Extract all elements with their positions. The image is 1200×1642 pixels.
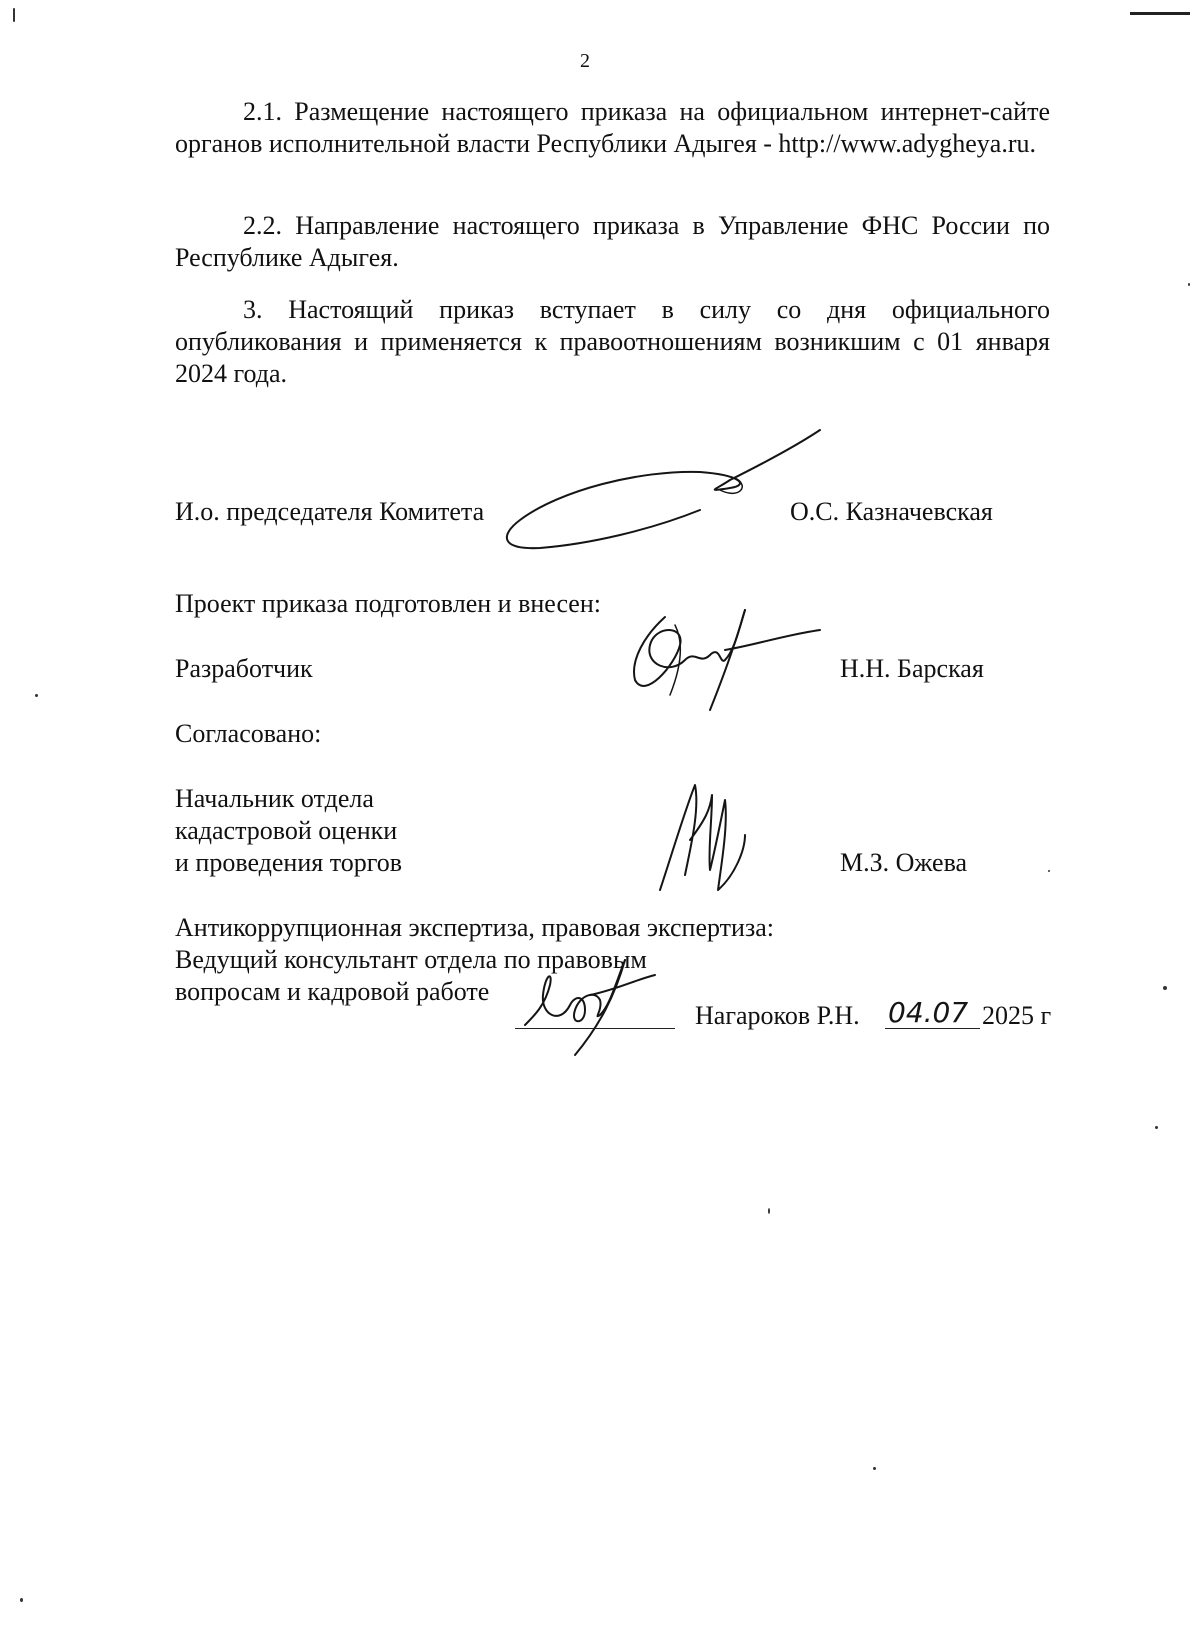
date-underline [885, 1028, 980, 1029]
agreed-heading: Согласовано: [175, 719, 322, 748]
head-position-line-2: кадастровой оценки [175, 816, 398, 845]
scan-edge-mark [1130, 12, 1190, 15]
expertise-heading: Антикоррупционная экспертиза, правовая экспертиза: [175, 913, 774, 942]
consultant-position-line-1: Ведущий консультант отдела по правовым [175, 945, 647, 974]
chair-signature [500, 430, 860, 570]
page-number: 2 [580, 50, 590, 72]
paragraph-3-text: 3. Настоящий приказ вступает в силу со дня официального опубликования и применяется к правоотношениям возникшим с 01 января 2024 года. [175, 295, 1050, 388]
scan-speck [768, 1208, 770, 1214]
head-name: М.З. Ожева [840, 848, 968, 877]
paragraph-2-1 [175, 96, 1050, 160]
scan-speck [1155, 1126, 1158, 1129]
head-position-line-3: и проведения торгов [175, 848, 403, 877]
scan-speck [20, 1598, 23, 1602]
paragraph-2-2-text: 2.2. Направление настоящего приказа в Управление ФНС России по Республике Адыгея. [175, 211, 1050, 272]
prepared-heading: Проект приказа подготовлен и внесен: [175, 589, 601, 618]
scan-speck [1048, 870, 1050, 872]
consultant-position-line-2: вопросам и кадровой работе [175, 977, 490, 1006]
paragraph-2-1-text: 2.1. Размещение настоящего приказа на официальном интернет-сайте органов исполнительной власти Республики Адыгея - http://www.adygheya.ru. [175, 97, 1050, 158]
developer-signature [625, 605, 825, 720]
chair-position: И.о. председателя Комитета [175, 497, 485, 526]
consultant-name: Нагароков Р.Н. [695, 1001, 860, 1030]
paragraph-2-2 [175, 210, 1050, 274]
scan-speck [35, 694, 38, 697]
paragraph-3 [175, 294, 1050, 390]
scan-speck [1163, 986, 1167, 990]
developer-name: Н.Н. Барская [840, 654, 984, 683]
developer-position: Разработчик [175, 654, 313, 683]
scan-speck [1188, 283, 1190, 286]
scan-speck [13, 8, 15, 22]
head-position-line-1: Начальник отдела [175, 784, 374, 813]
consultant-signature [515, 955, 675, 1060]
consultant-year: 2025 г [982, 1001, 1052, 1030]
chair-name: О.С. Казначевская [790, 497, 993, 526]
scan-speck [873, 1467, 876, 1470]
handwritten-date: 04.07 [888, 996, 969, 1029]
head-signature [650, 780, 760, 900]
